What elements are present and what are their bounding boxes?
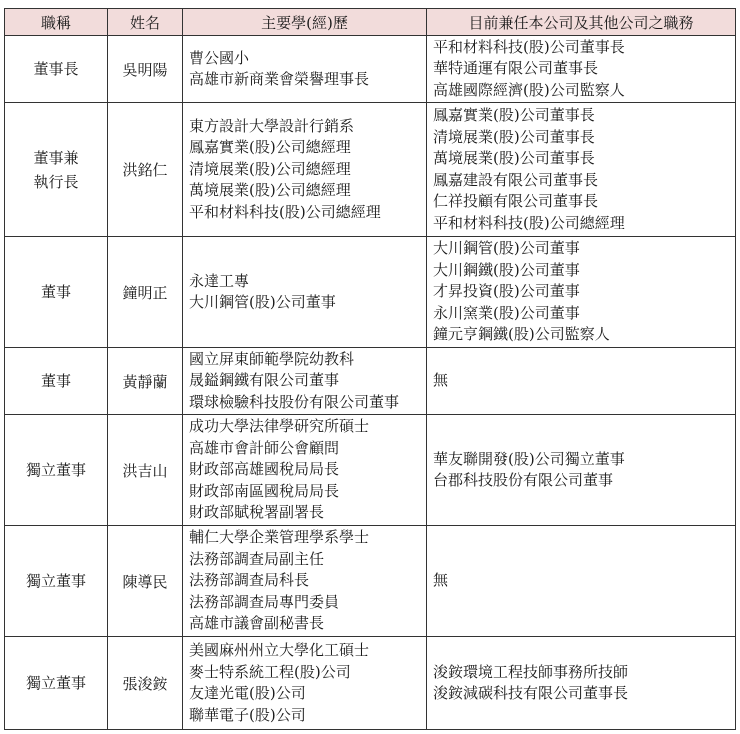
position-line: 浚銨環境工程技師事務所技師 [433,662,629,681]
education-line: 高雄市會計師公會顧問 [189,438,340,457]
position-line: 鐘元亨鋼鐵(股)公司監察人 [433,325,610,344]
table-row [5,415,736,526]
education-line: 聯華電子(股)公司 [189,705,306,724]
position-line: 萬境展業(股)公司董事長 [433,149,595,167]
position-line: 華友聯開發(股)公司獨立董事 [433,449,625,468]
education-line: 美國麻州州立大學化工碩士 [189,641,370,659]
cell-name: 吳明陽 [108,36,183,103]
table-body [5,36,736,730]
position-line: 清境展業(股)公司董事長 [433,127,595,146]
education-line: 鳳嘉實業(股)公司總經理 [189,138,351,157]
education-line: 曹公國小 [189,48,250,67]
education-line: 財政部賦稅署副署長 [189,503,325,522]
cell-positions [427,526,736,637]
education-line: 環球檢驗科技股份有限公司董事 [189,392,400,411]
education-line: 麥士特系統工程(股)公司 [189,662,351,681]
cell-education [183,103,427,237]
title-line: 董事 [40,283,71,301]
education-line: 高雄市新商業會榮譽理事長 [189,70,370,88]
education-line: 財政部高雄國稅局局長 [189,460,340,479]
education-line: 法務部調查局科長 [189,571,310,590]
header-positions: 目前兼任本公司及其他公司之職務 [427,9,736,36]
position-line: 大川鋼鐵(股)公司董事 [433,260,580,279]
title-line: 董事長 [33,60,79,78]
cell-name: 陳導民 [108,526,183,637]
cell-positions [427,36,736,103]
education-line: 高雄市議會副秘書長 [189,614,325,633]
table-row [5,526,736,637]
cell-positions [427,637,736,730]
position-line: 鳳嘉實業(股)公司董事長 [433,106,595,124]
table-row [5,103,736,237]
cell-name: 張浚銨 [108,637,183,730]
title-line: 獨立董事 [25,674,86,692]
cell-title [5,415,108,526]
cell-name: 洪吉山 [108,415,183,526]
cell-title [5,36,108,103]
header-row [5,9,736,36]
position-line: 平和材料科技(股)公司董事長 [433,37,625,56]
education-line: 永達工專 [189,271,250,290]
cell-positions [427,415,736,526]
position-line: 大川鋼管(股)公司董事 [433,239,580,258]
board-members-table [4,8,736,730]
header-title: 職稱 [5,9,108,36]
title-line: 獨立董事 [25,461,86,479]
cell-title [5,526,108,637]
cell-title [5,348,108,415]
title-line: 董事 [40,372,71,390]
education-line: 萬境展業(股)公司總經理 [189,181,351,200]
cell-name: 鐘明正 [108,237,183,348]
cell-education [183,415,427,526]
table-row [5,36,736,103]
header-name: 姓名 [108,9,183,36]
cell-title [5,637,108,730]
position-line: 鳳嘉建設有限公司董事長 [433,170,599,189]
education-line: 成功大學法律學研究所碩士 [189,417,370,436]
position-line: 浚銨減碳科技有限公司董事長 [433,684,629,702]
cell-education [183,348,427,415]
education-line: 國立屏東師範學院幼教科 [189,349,355,368]
table-row [5,348,736,415]
position-line: 高雄國際經濟(股)公司監察人 [433,80,625,99]
education-line: 輔仁大學企業管理學系學士 [189,528,370,547]
cell-education [183,237,427,348]
education-line: 東方設計大學設計行銷系 [189,116,355,135]
position-line: 華特通運有限公司董事長 [433,59,599,78]
education-line: 友達光電(股)公司 [189,684,306,702]
education-line: 財政部南區國稅局局長 [189,481,340,500]
position-line: 平和材料科技(股)公司總經理 [433,213,625,232]
education-line: 晟鎰鋼鐵有限公司董事 [189,371,340,390]
cell-title [5,237,108,348]
education-line: 清境展業(股)公司總經理 [189,159,351,178]
cell-education [183,526,427,637]
table-row [5,237,736,348]
position-line: 永川窯業(股)公司董事 [433,303,580,322]
title-line: 獨立董事 [25,572,86,590]
header-education: 主要學(經)歷 [183,9,427,36]
title-line: 執行長 [33,172,79,191]
cell-positions [427,103,736,237]
cell-name: 洪銘仁 [108,103,183,237]
cell-education [183,36,427,103]
cell-title [5,103,108,237]
title-line: 董事兼 [33,148,79,167]
position-line: 無 [433,571,449,590]
position-line: 才昇投資(股)公司董事 [433,282,580,301]
cell-name: 黃靜蘭 [108,348,183,415]
cell-positions [427,348,736,415]
table-row [5,637,736,730]
position-line: 仁祥投顧有限公司董事長 [433,192,599,210]
education-line: 法務部調查局副主任 [189,549,325,568]
education-line: 大川鋼管(股)公司董事 [189,293,336,311]
education-line: 平和材料科技(股)公司總經理 [189,202,381,221]
cell-education [183,637,427,730]
cell-positions [427,237,736,348]
education-line: 法務部調查局專門委員 [189,592,340,611]
position-line: 台郡科技股份有限公司董事 [433,471,614,489]
position-line: 無 [433,371,449,390]
